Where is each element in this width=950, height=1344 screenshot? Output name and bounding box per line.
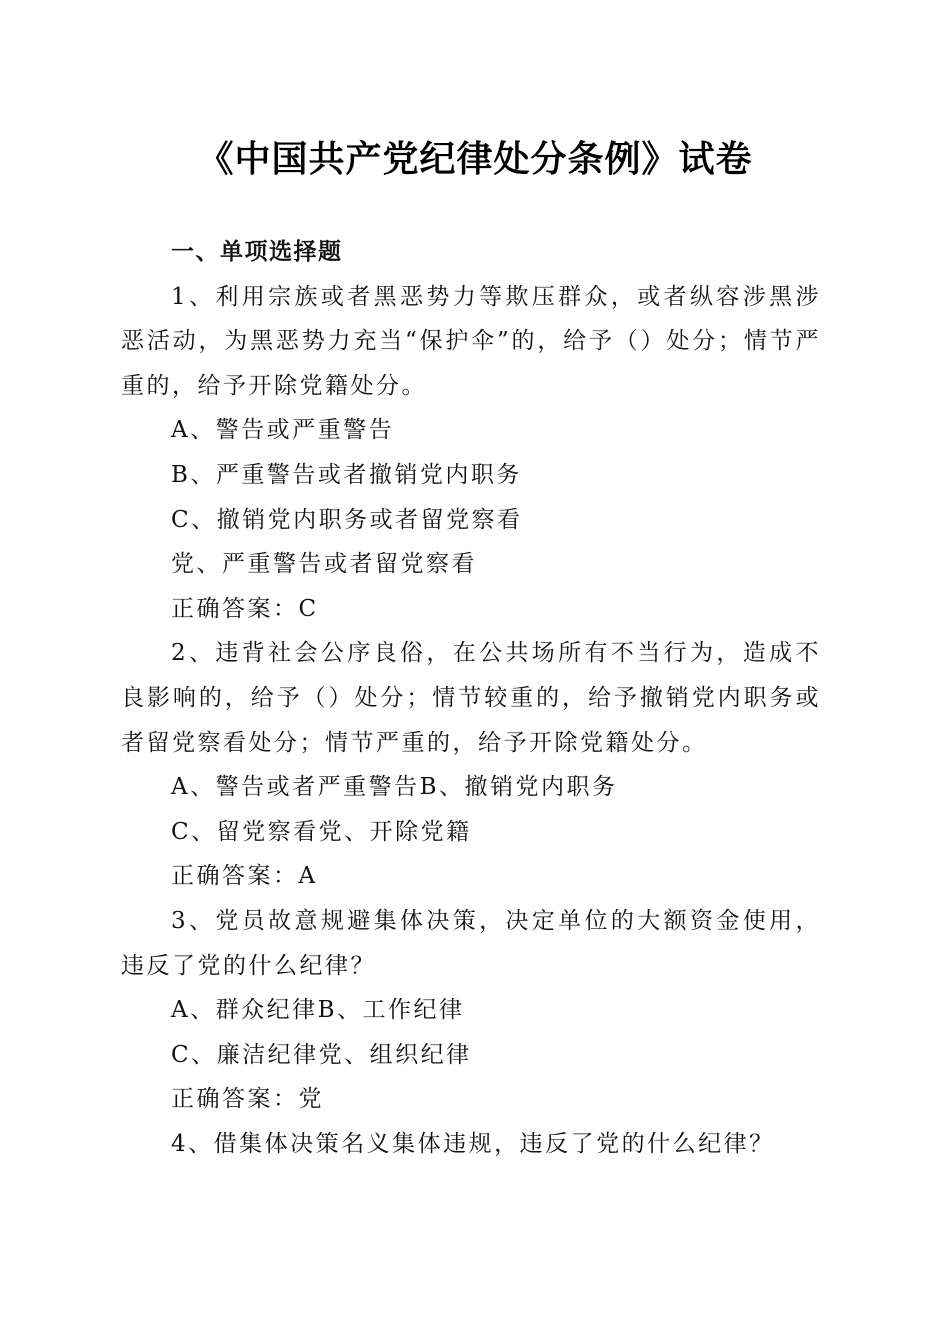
question-2-answer: 正确答案：A — [171, 863, 318, 890]
question-1-option: B、严重警告或者撤销党内职务 — [171, 461, 522, 488]
question-1-option: A、警告或严重警告 — [171, 417, 395, 444]
question-1-text: 1、利用宗族或者黑恶势力等欺压群众，或者纵容涉黑涉恶活动，为黑恶势力充当“保护伞”的，给予（）处分；情节严重的，给予开除党籍处分。 — [121, 283, 821, 399]
question-3-text: 3、党员故意规避集体决策，决定单位的大额资金使用，违反了党的什么纪律？ — [121, 907, 821, 979]
question-3-answer: 正确答案：党 — [171, 1086, 324, 1113]
question-3-option: A、群众纪律B、工作纪律 — [171, 997, 465, 1024]
document-body — [121, 230, 821, 1166]
question-1-answer: 正确答案：C — [171, 595, 319, 622]
section-heading: 一、单项选择题 — [171, 239, 343, 265]
question-2-option: C、留党察看党、开除党籍 — [171, 818, 472, 845]
question-4-text: 4、借集体决策名义集体违规，违反了党的什么纪律？ — [171, 1130, 775, 1157]
document-title: 《中国共产党纪律处分条例》试卷 — [197, 139, 753, 180]
question-1-option: C、撤销党内职务或者留党察看 — [171, 506, 523, 533]
question-2-text: 2、违背社会公序良俗，在公共场所有不当行为，造成不良影响的，给予（）处分；情节较重的，给予撤销党内职务或者留党察看处分；情节严重的，给予开除党籍处分。 — [121, 640, 821, 756]
question-2-option: A、警告或者严重警告B、撤销党内职务 — [171, 774, 618, 801]
question-3-option: C、廉洁纪律党、组织纪律 — [171, 1041, 472, 1068]
question-1-option: 党、严重警告或者留党察看 — [171, 551, 477, 578]
